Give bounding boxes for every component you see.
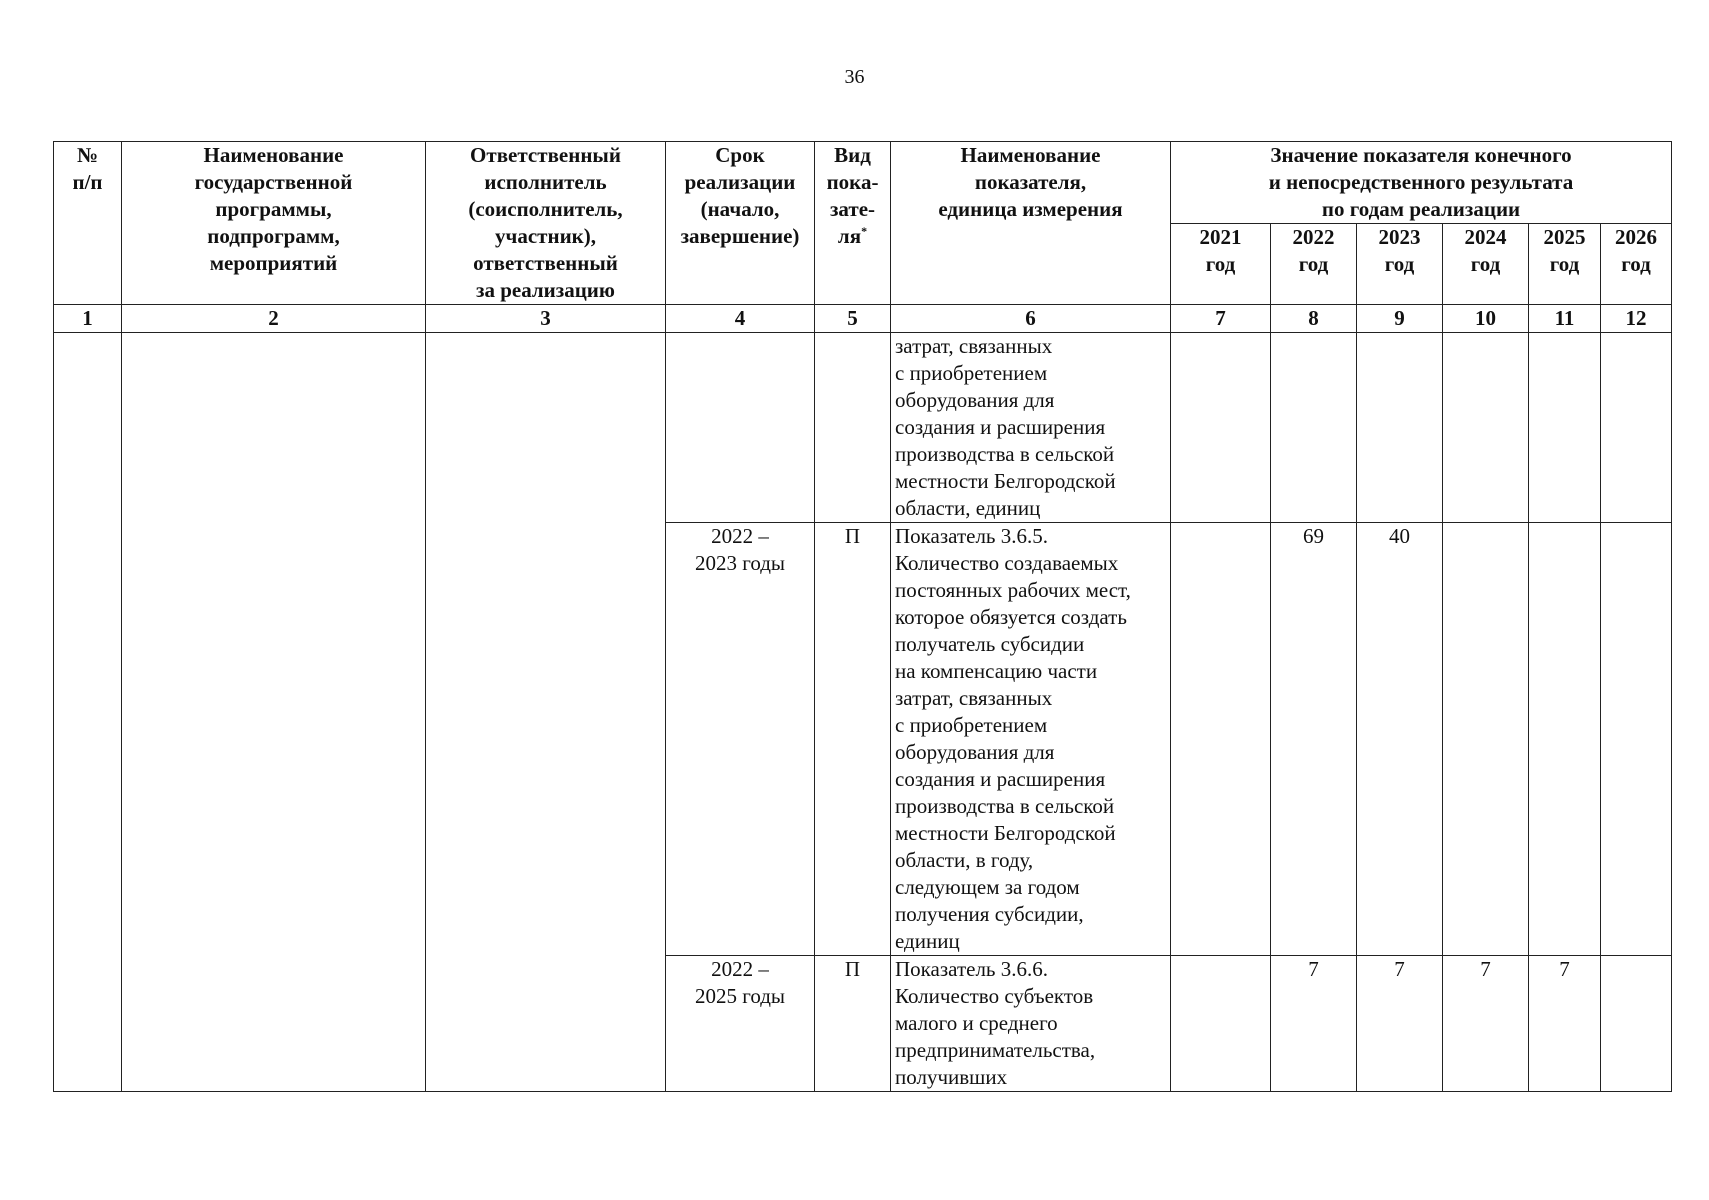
cell-period: 2022 – 2023 годы [666, 523, 815, 956]
cell-value: 7 [1271, 956, 1357, 1092]
cell-value: 40 [1357, 523, 1443, 956]
cell-responsible [426, 333, 666, 1092]
cell-kind: П [815, 956, 891, 1092]
column-number: 3 [426, 305, 666, 333]
header-number: № п/п [54, 142, 122, 305]
column-number: 7 [1171, 305, 1271, 333]
column-number: 5 [815, 305, 891, 333]
column-number: 11 [1529, 305, 1601, 333]
cell-value: 7 [1443, 956, 1529, 1092]
cell-kind: П [815, 523, 891, 956]
cell-value: 7 [1357, 956, 1443, 1092]
column-number: 9 [1357, 305, 1443, 333]
cell-value: 7 [1529, 956, 1601, 1092]
cell-value [1271, 333, 1357, 523]
cell-value [1171, 333, 1271, 523]
cell-value [1601, 956, 1672, 1092]
cell-value [1171, 523, 1271, 956]
column-number: 8 [1271, 305, 1357, 333]
cell-indicator: Показатель 3.6.5. Количество создаваемых постоянных рабочих мест, которое обязуется создать получатель субсидии на компенсацию части затрат, связанных с приобретением оборудования для создания и расширения производства в сельской местности Белгородской области, в году, следующем за годом получения субсидии, единиц [891, 523, 1171, 956]
cell-value [1601, 523, 1672, 956]
header-year-2023: 2023 год [1357, 224, 1443, 305]
header-indicator-name: Наименование показателя, единица измерения [891, 142, 1171, 305]
cell-value [1529, 523, 1601, 956]
cell-number [54, 333, 122, 1092]
column-number: 2 [122, 305, 426, 333]
header-program-name: Наименование государственной программы, подпрограмм, мероприятий [122, 142, 426, 305]
cell-value [1443, 333, 1529, 523]
cell-value: 69 [1271, 523, 1357, 956]
column-number: 12 [1601, 305, 1672, 333]
cell-value [1601, 333, 1672, 523]
header-year-2026: 2026 год [1601, 224, 1672, 305]
header-year-2022: 2022 год [1271, 224, 1357, 305]
header-year-2024: 2024 год [1443, 224, 1529, 305]
header-responsible: Ответственный исполнитель (соисполнитель, участник), ответственный за реализацию [426, 142, 666, 305]
cell-kind [815, 333, 891, 523]
header-period: Срок реализации (начало, завершение) [666, 142, 815, 305]
page-number: 36 [844, 66, 865, 88]
cell-program-name [122, 333, 426, 1092]
cell-period [666, 333, 815, 523]
cell-value [1443, 523, 1529, 956]
cell-value [1171, 956, 1271, 1092]
column-number: 4 [666, 305, 815, 333]
header-indicator-kind: Вид пока- зате- ля* [815, 142, 891, 305]
column-number: 1 [54, 305, 122, 333]
table-row [54, 333, 1672, 523]
column-number: 10 [1443, 305, 1529, 333]
column-number: 6 [891, 305, 1171, 333]
header-year-2021: 2021 год [1171, 224, 1271, 305]
cell-period: 2022 – 2025 годы [666, 956, 815, 1092]
indicator-table [53, 141, 1672, 1092]
cell-value [1357, 333, 1443, 523]
cell-indicator: затрат, связанных с приобретением оборудования для создания и расширения производства в сельской местности Белгородской области, единиц [891, 333, 1171, 523]
cell-value [1529, 333, 1601, 523]
header-values-group: Значение показателя конечного и непосредственного результата по годам реализации [1171, 142, 1672, 224]
cell-indicator: Показатель 3.6.6. Количество субъектов малого и среднего предпринимательства, получивших [891, 956, 1171, 1092]
header-year-2025: 2025 год [1529, 224, 1601, 305]
